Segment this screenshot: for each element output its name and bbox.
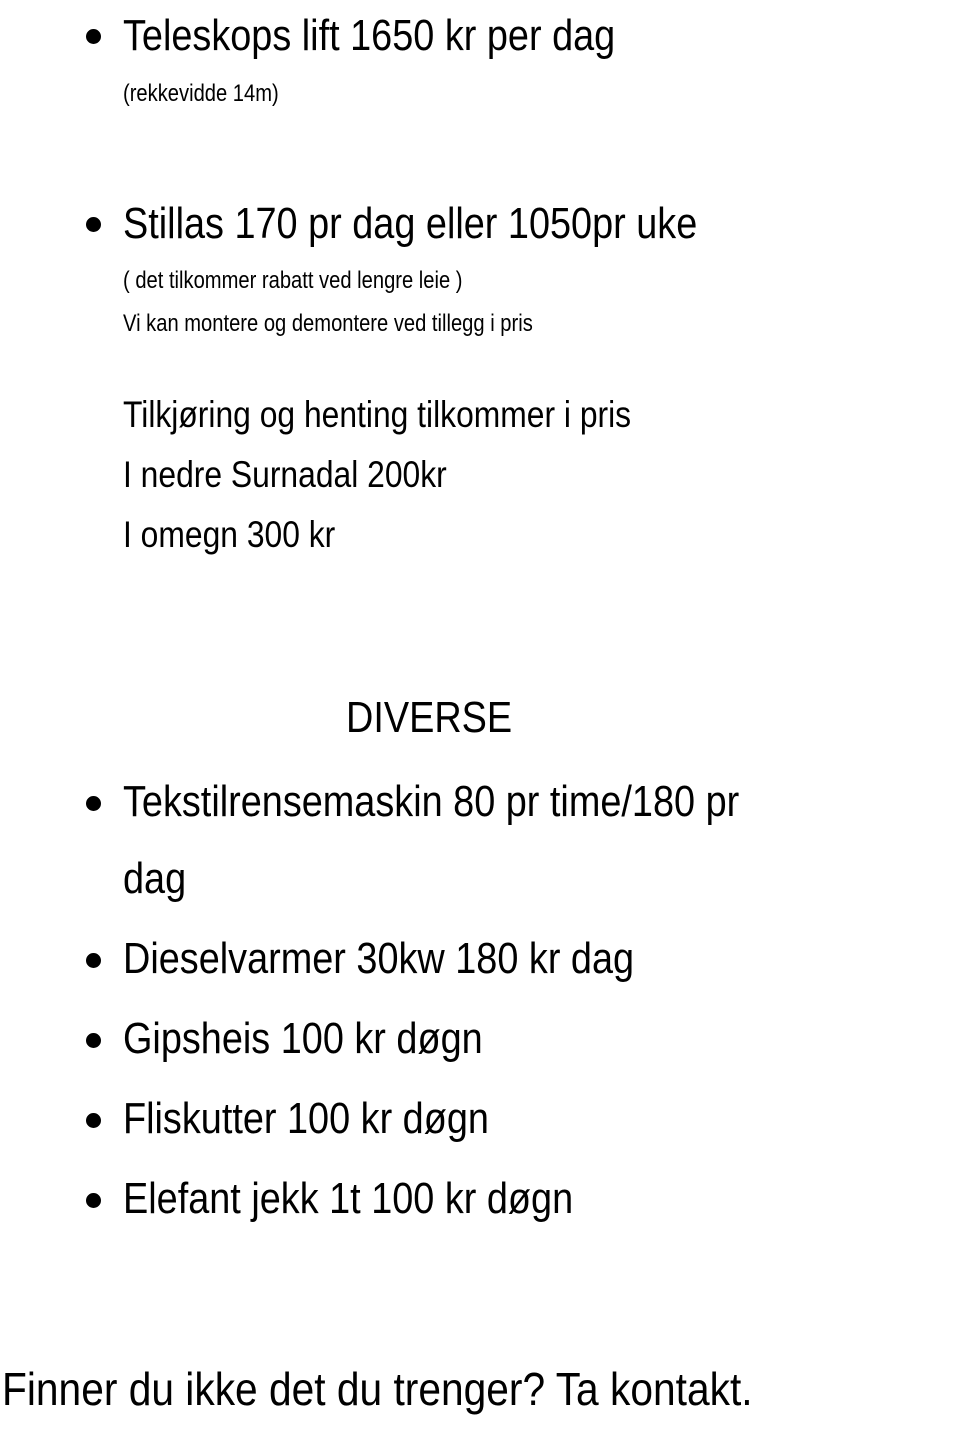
item-fliskutter: Fliskutter 100 kr døgn [123, 1094, 489, 1143]
item-tekstilrensemaskin-cont: dag [123, 854, 187, 903]
delivery-price-local: I nedre Surnadal 200kr [123, 454, 447, 495]
item-note-reach: (rekkevidde 14m) [123, 80, 279, 107]
item-teleskops-lift: Teleskops lift 1650 kr per dag [123, 11, 616, 60]
bullet-dot-icon [86, 1113, 101, 1128]
section-heading-diverse: DIVERSE [346, 693, 513, 742]
item-gipsheis: Gipsheis 100 kr døgn [123, 1014, 483, 1063]
bullet-dot-icon [86, 953, 101, 968]
delivery-price-surroundings: I omegn 300 kr [123, 514, 336, 555]
item-note-discount: ( det tilkommer rabatt ved lengre leie ) [123, 267, 463, 294]
bullet-dot-icon [86, 1193, 101, 1208]
bullet-dot-icon [86, 29, 101, 44]
delivery-info: Tilkjøring og henting tilkommer i pris [123, 394, 632, 435]
item-stillas: Stillas 170 pr dag eller 1050pr uke [123, 199, 698, 248]
item-dieselvarmer: Dieselvarmer 30kw 180 kr dag [123, 934, 635, 983]
footer-contact-text: Finner du ikke det du trenger? Ta kontakt. [2, 1363, 753, 1415]
bullet-dot-icon [86, 217, 101, 232]
item-tekstilrensemaskin: Tekstilrensemaskin 80 pr time/180 pr [123, 777, 740, 826]
item-note-mounting: Vi kan montere og demontere ved tillegg i pris [123, 310, 533, 337]
item-elefant-jekk: Elefant jekk 1t 100 kr døgn [123, 1174, 574, 1223]
bullet-dot-icon [86, 796, 101, 811]
bullet-dot-icon [86, 1033, 101, 1048]
